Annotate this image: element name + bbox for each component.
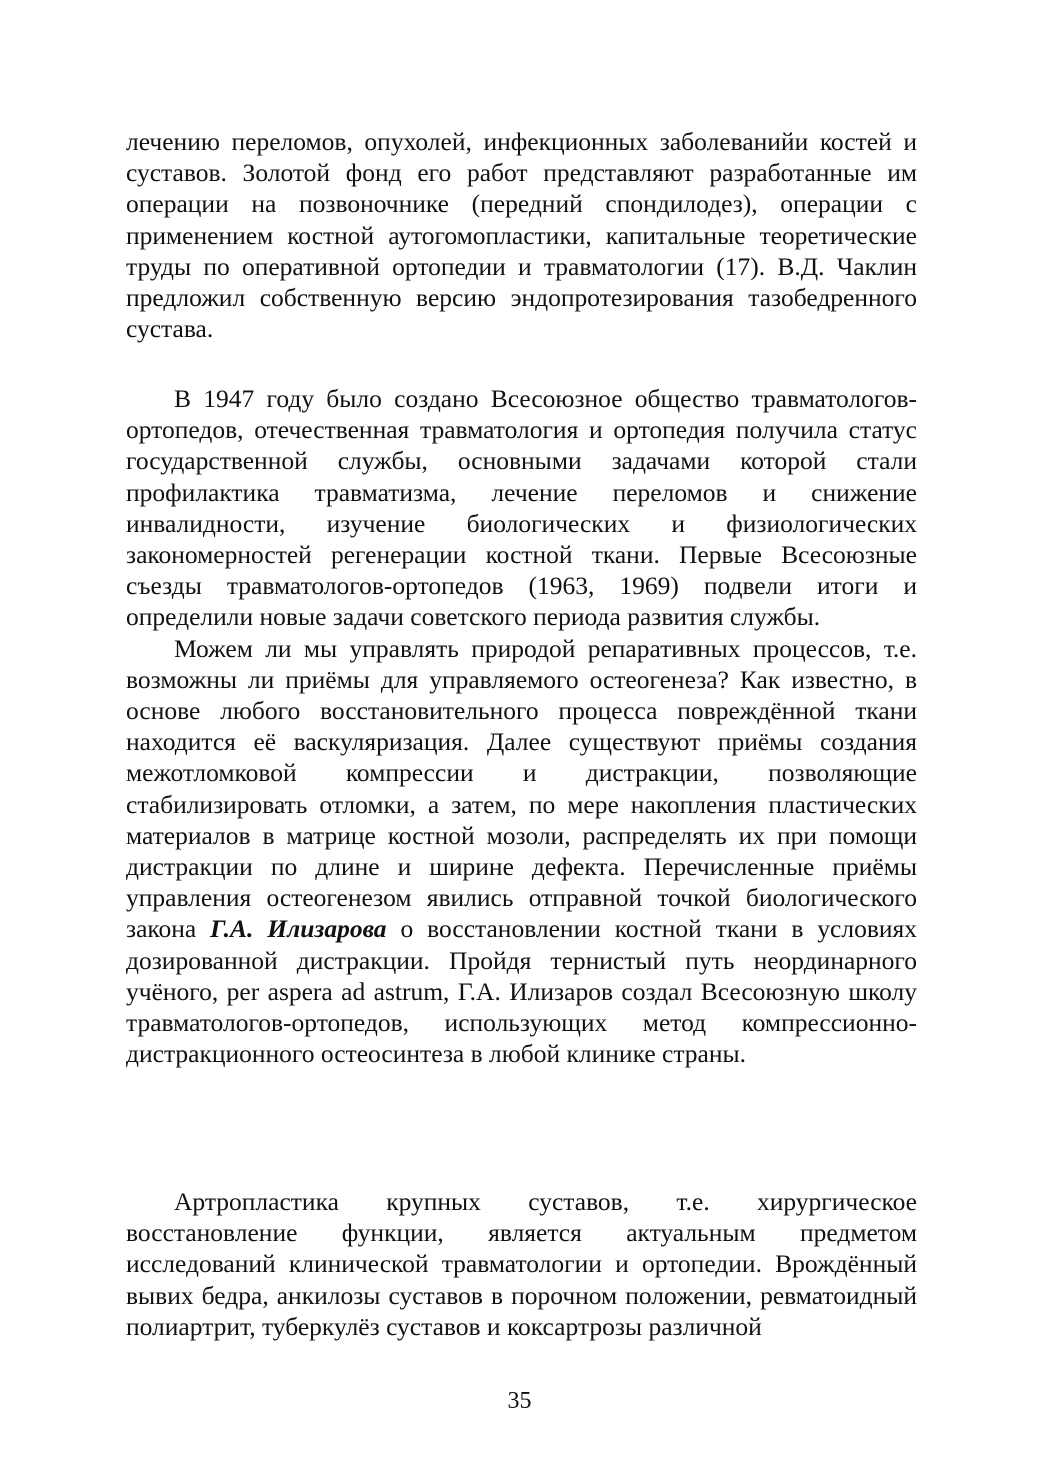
- paragraph-4: Артропластика крупных суставов, т.е. хирургическое восстановление функции, является актуальным предметом исследований клинической травматологии и ортопедии. Врождённый вывих бедра, анкилозы суставов в порочном положении, ревматоидный полиартрит, туберкулёз суставов и коксартрозы различной: [126, 1187, 917, 1341]
- paragraph-3-text-start: Можем ли мы управлять природой репаративных процессов, т.е. возможны ли приёмы для управляемого остеогенеза? Как известно, в основе любого восстановительного процесса повреждённой ткани находится её васкуляризация. Далее существуют приёмы создания межотломковой компрессии и дистракции, позволяющие стабилизировать отломки, а затем, по мере накопления пластических материалов в матрице костной мозоли, распределять их при помощи дистракции по длине и ширине дефекта. Перечисленные приёмы управления остеогенезом явились отправной точкой биологического закона: [126, 633, 917, 944]
- paragraph-2: В 1947 году было создано Всесоюзное общество травматологов-ортопедов, отечественная травматология и ортопедия получила статус государственной службы, основными задачами которой стали профилактика травматизма, лечение переломов и снижение инвалидности, изучение биологических и физиологических закономерностей регенерации костной ткани. Первые Всесоюзные съезды травматологов-ортопедов (1963, 1969) подвели итоги и определили новые задачи советского периода развития службы.: [126, 384, 917, 632]
- paragraph-3: [126, 633, 917, 1070]
- paragraph-1: лечению переломов, опухолей, инфекционных заболеванийи костей и суставов. Золотой фонд его работ представляют разработанные им операции на позвоночнике (передний спондилодез), операции с применением костной аутогомопластики, капитальные теоретические труды по оперативной ортопедии и травматологии (17). В.Д. Чаклин предложил собственную версию эндопротезирования тазобедренного сустава.: [126, 127, 917, 344]
- author-name-emphasis: Г.А. Илизарова: [210, 914, 387, 944]
- paragraph-3-text-end: о восстановлении костной ткани в условиях дозированной дистракции. Пройдя тернистый путь неординарного учёного, per aspera ad astrum, Г.А. Илизаров создал Всесоюзную школу травматологов-ортопедов, использующих метод компрессионно-дистракционного остеосинтеза в любой клинике страны.: [126, 914, 918, 1069]
- text-section-1: [126, 126, 917, 344]
- text-section-2: [126, 383, 917, 1069]
- page-number: 35: [507, 1388, 532, 1414]
- text-section-3: [126, 1186, 917, 1342]
